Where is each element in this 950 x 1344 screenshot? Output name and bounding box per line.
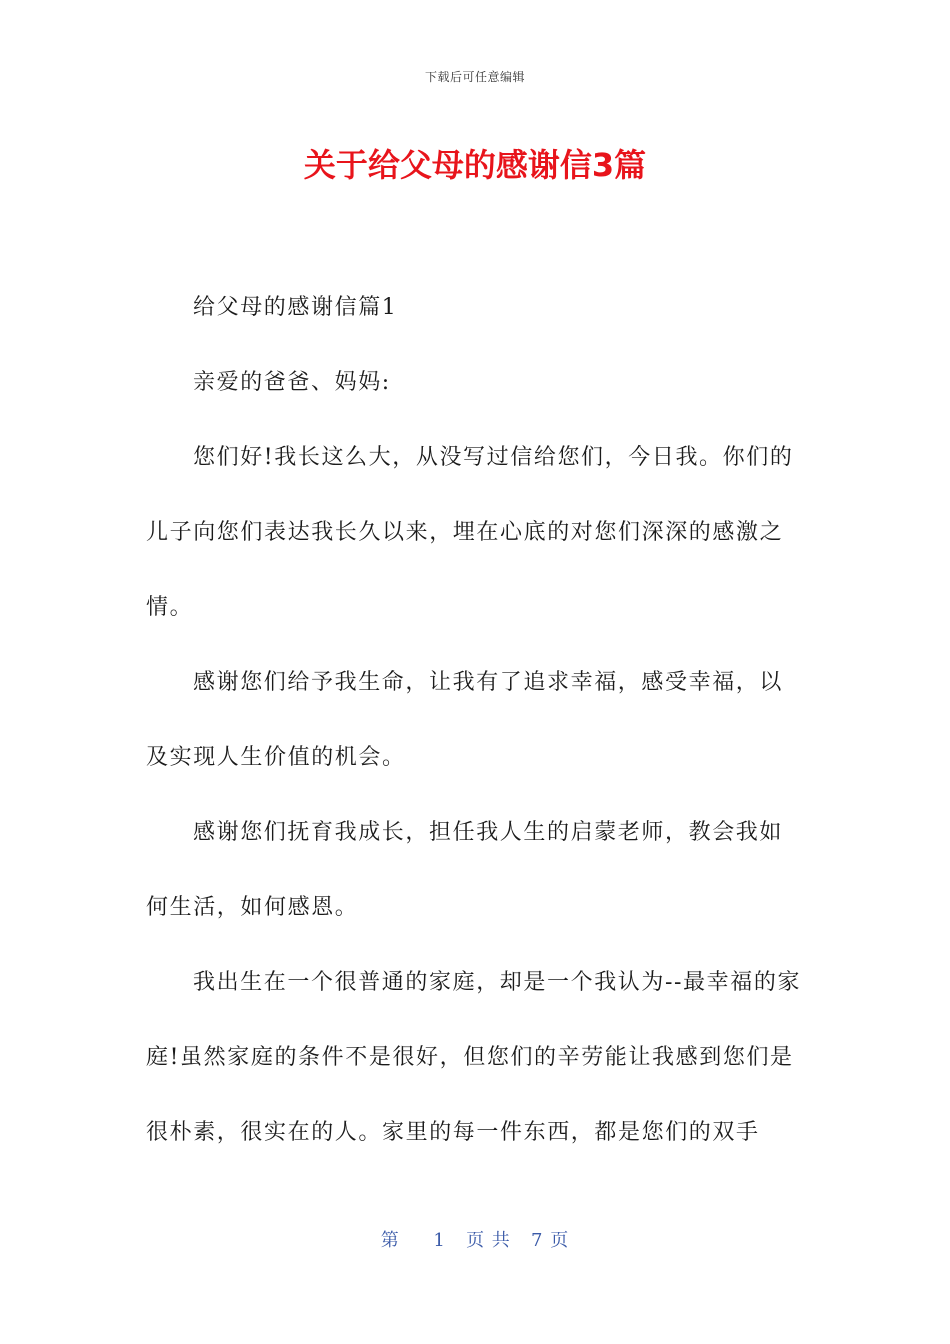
footer-suffix: 页 bbox=[550, 1230, 570, 1251]
footer-prefix: 第 bbox=[380, 1230, 400, 1251]
paragraph: 我出生在一个很普通的家庭，却是一个我认为--最幸福的家庭!虽然家庭的条件不是很好，但您们的辛劳能让我感到您们是很朴素，很实在的人。家里的每一件东西，都是您们的双手 bbox=[146, 970, 802, 1145]
footer-middle: 页 共 bbox=[466, 1230, 511, 1251]
section-heading: 给父母的感谢信篇1 bbox=[193, 295, 398, 320]
letter-body bbox=[146, 270, 806, 1170]
salutation: 亲爱的爸爸、妈妈: bbox=[193, 370, 391, 395]
page-footer bbox=[0, 1226, 950, 1252]
header-note: 下载后可任意编辑 bbox=[424, 70, 525, 84]
current-page-number: 1 bbox=[433, 1230, 446, 1251]
document-title: 关于给父母的感谢信3篇 bbox=[303, 146, 647, 184]
total-pages-number: 7 bbox=[531, 1230, 544, 1251]
paragraph: 您们好!我长这么大，从没写过信给您们，今日我。你们的儿子向您们表达我长久以来，埋在心底的对您们深深的感激之情。 bbox=[146, 445, 794, 620]
paragraph: 感谢您们抚育我成长，担任我人生的启蒙老师，教会我如何生活，如何感恩。 bbox=[146, 820, 784, 920]
paragraph: 感谢您们给予我生命，让我有了追求幸福，感受幸福，以及实现人生价值的机会。 bbox=[146, 670, 784, 770]
